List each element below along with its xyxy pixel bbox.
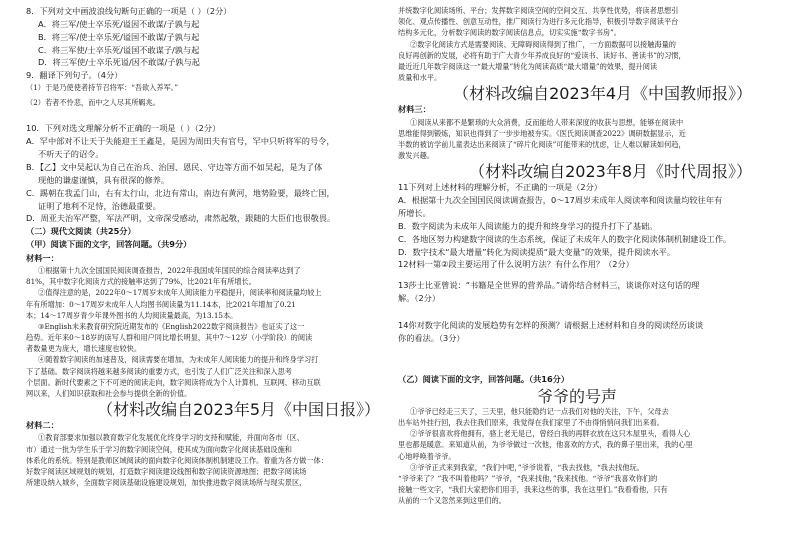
passage-line: 结构多元化，分析数字阅读的数字阅读信息点，切实实施“数字书房”。 <box>398 28 621 38</box>
answer-space <box>398 346 756 360</box>
passage-line: 趋势。近年来0～18岁的读写人群和用户同比增长明显，其中7～12岁（小学阶段）的阅读 <box>26 333 313 343</box>
source-note: （材料改编自2023年8月《时代周报》） <box>469 162 752 182</box>
question-line: D．将三军使/士卒乐死谥/因不敢谋/子孰与起 <box>38 57 200 68</box>
passage-line: 并统数字化阅读场所、平台；发挥数字阅读空间的空间交互、共享性优势，将读者思想引 <box>398 6 679 15</box>
answer-space <box>398 306 756 320</box>
question-line: B．数字阅读为未成年人阅读能力的提升和终身学习的提升打下了基础。 <box>398 220 658 231</box>
passage-line: 市）通过一批为学生乐于学习的数字阅读空间，使其成为面向数字化阅读基础设施和 <box>26 444 292 454</box>
question-line: 现他的谦虚谨慎，具有很深的修养。 <box>38 174 170 185</box>
question-line: C．将三军使/士卒乐死/谥国不敢谋子/孰与起 <box>38 44 200 55</box>
question-line: B．【乙】文中吴起认为自己在治兵、治国、恩民、守边等方面不如吴起，是为了体 <box>26 161 323 172</box>
question-line: 解。（2分） <box>398 293 441 304</box>
question-line: D．周亚夫治军严整，军法严明，文帝深受感动，肃然起敬，跟随的大臣们也很敬畏。 <box>26 213 336 224</box>
question-line: 不听天子的诏令。 <box>38 149 104 160</box>
passage-line: ②值得注意的是，2022年0～17周岁未成年人阅读能力平稳提升，阅读率和阅读量均较上 <box>38 288 322 298</box>
passage-line: ②爷爷很喜欢将他拥有，骆上老无是已，曾经白我的再胖衣放在这只木屋里头，看得人心 <box>410 429 691 439</box>
passage-line: ③English未来教育研究院近期发布的《English2022数字阅读报告》也证实了这一 <box>38 321 305 331</box>
passage-line: ①教育部要求加强以教育数字化发展优化终身学习的支持和赋能，并面向各市（区、 <box>38 433 304 443</box>
passage-line: 质量和水平。 <box>398 73 442 83</box>
passage-line: ①爷爷已经走三天了，三天里，他只能隐约记一点我们对他的关注，下午，父母去 <box>410 406 669 416</box>
passage-line: 激发兴趣。 <box>398 151 434 161</box>
passage-line: 最近近几年数字阅读这一“最大增量”转化为阅读高质“最大增量”的效果，提升阅读 <box>398 61 658 71</box>
passage-line: 年有所增加：0～17周岁未成年人人均图书阅读量为11.14本，比2021年增加了0.21 <box>26 299 296 309</box>
section-heading: 材料二： <box>26 420 59 431</box>
source-note: （材料改编自2023年5月《中国日报》） <box>97 400 380 420</box>
question-line: A．将三军/使士卒乐死/谥因不敢谋/子孰与起 <box>38 18 200 29</box>
question-line: A．根据第十九次全国国民阅读调查报告，0～17周岁未成年人阅读率和阅读量均较往年有 <box>398 195 723 206</box>
section-heading: （甲）阅读下面的文字，回答问题。（共9分） <box>26 239 192 250</box>
section-heading: （乙）阅读下面的文字，回答问题。（共16分） <box>398 373 570 384</box>
passage-title: 爷爷的号声 <box>536 386 617 406</box>
question-line: C．各地区努力构建数字阅读的生态系统，保证了未成年人的数字化阅读体制机制建设工作。 <box>398 233 732 244</box>
question-line: 14你对数字化阅读的发展趋势有怎样的预测？请根据上述材料和自身的阅读经历谈谈 <box>398 319 704 330</box>
section-heading: （二）现代文阅读（共25分） <box>26 226 136 237</box>
question-line: 12材料一第②段主要运用了什么说明方法？有什么作用？（2分） <box>398 259 634 270</box>
passage-line: ④随着数字阅读的加速普及，阅读需要在增加，为未成年人阅读能力的提升和终身学习打 <box>38 355 319 365</box>
passage-line: 体系化的系统。特别是教师区域阅读的面向数字化阅读体制机制建设工作。着重为各方做一体： <box>26 455 328 465</box>
question-line: 8．下列对文中画波浪线句断句正确的一项是（ ）（2分） <box>26 6 232 16</box>
passage-line: 领化、观点传播性、创意互动性，推广阅读行为进行多元化指导，积极引导数字阅读平台 <box>398 17 679 27</box>
section-heading: 材料三： <box>398 104 431 115</box>
passage-line: 里也都是暖意。来知道从前，为爷爷做过一次他，他喜欢的方式，我的鼻子里出来，我的心里 <box>398 440 693 450</box>
source-note: （材料改编自2023年4月《中国教师报》） <box>453 84 752 104</box>
passage-line: 好数字阅读区域规划的规划，打造数字阅读建设线图和数字阅读资源地图；把数字阅读场 <box>26 467 307 476</box>
passage-line: 所建设纳入城乡，全面数字阅读基础设施建设规划，加快推进数字阅读场所与现实景区， <box>26 478 307 488</box>
answer-space <box>26 109 384 123</box>
passage-line: （2）若者不怜悲，而中之人尽其所羁兆。 <box>26 98 160 108</box>
answer-space <box>398 272 756 280</box>
question-line: 10．下列对选文理解分析不正确的一项是（ ）（2分） <box>26 123 221 134</box>
passage-line: ③爷爷正式来到我家，“我们中吧，”爷爷说着，“我去找他，“我去找他玩。 <box>410 462 644 472</box>
question-line: 证明了地利不足恃，治德最重要。 <box>38 200 161 211</box>
passage-line: “爷爷来了？”我不叫着他吗？”爷爷，“我来找他，”我来找他。“爷爷”我喜欢你们的 <box>398 473 658 483</box>
answer-space <box>398 360 756 374</box>
passage-line: 个层面。新时代要素之下不可逆的阅读走向，数字阅读将成为个人计算机、互联网、移动互联 <box>26 377 321 387</box>
passage-line: 半数的被访学前儿童表达出来阅读了“碎片化阅读”可能带来的忧虑，让人难以解读如何趋， <box>398 139 686 149</box>
passage-line: 81%，其中数字化阅读方式的接触率达到了79%，比2021年有所增长。 <box>26 277 256 287</box>
left-column <box>26 6 384 489</box>
passage-line: 网以来，人们知识获取和社会参与提供全新的价值。 <box>26 389 192 398</box>
passage-line: 思维能得到锻炼，知识也得到了一步步地被夯实。《医氏阅读调查2022》调研数据显示，近 <box>398 128 686 138</box>
right-column <box>398 6 756 508</box>
passage-line: ①根据第十九次全国国民阅读调查报告，2022年我国成年国民的综合阅读率达到了 <box>38 265 301 275</box>
question-line: 13莎士比亚曾说：“书籍是全世界的营养品。”请你结合材料三，谈谈你对这句话的理 <box>398 280 700 291</box>
passage-line: 下了基础。数字阅读将越来越多阅读的重要方式，也引发了人们广泛关注和深入思考 <box>26 366 292 376</box>
passage-line: 本；14～17周岁青少年课外图书的人均阅读量最高，为13.15本。 <box>26 310 238 320</box>
passage-line: 从前的一个又忽然来到这里们的。 <box>398 496 506 506</box>
passage-line: ②数字化阅读方式是需要阅读、无障碍阅读得到了推广，一方面数据可以接触海量的 <box>410 39 676 49</box>
question-line: A．罕中部对不让天于失能迎王王鑫是，是因为周田夫有官号，罕中只听将军的号令， <box>26 136 335 147</box>
passage-line: 出车站外挂行回，我去住我们原来，我觉得在我们家里了不由得悄悄问我们出来看。 <box>398 418 664 428</box>
passage-line: 心地呼唤着爷爷。 <box>398 451 456 461</box>
passage-line: 接触一些文字，“我们大家把你们用手，我来这些的事，我在这里们。”我看看他，只有 <box>398 485 668 495</box>
passage-line: 者数量更为庞大，增长速度也较快。 <box>26 344 142 354</box>
question-line: 所增长。 <box>398 208 431 218</box>
passage-line: （1）于是乃使使者持节召将军：“吾欲入养军。” <box>26 83 179 93</box>
question-line: C．踢朝在我孟门山，右有太行山，北边有常山，南边有黄河，地势险要，最终亡国， <box>26 187 335 198</box>
question-line: D．数字技术“最大增量”转化为阅读提质“最大变量”的效果，提升阅读水平。 <box>398 246 676 257</box>
section-heading: 材料一： <box>26 252 59 263</box>
question-line: B．将三军/使士卒乐死/谥国不敢谋/子孰与起 <box>38 31 200 42</box>
question-line: 11下列对上述材料的理解分析，不正确的一项是（2分） <box>398 182 602 193</box>
question-line: 你的看法。（3分） <box>398 332 465 343</box>
passage-line: 良好再创新的发展，必将有助于广大青少年养成良好的“爱读书、读好书、善读书”的习惯， <box>398 50 686 60</box>
question-line: 9．翻译下列句子。（4分） <box>26 70 123 81</box>
passage-line: ①阅读从来都不是繁琐的大众消费，反而能给人带来深度的收获与思想，能够在阅读中 <box>410 117 684 127</box>
